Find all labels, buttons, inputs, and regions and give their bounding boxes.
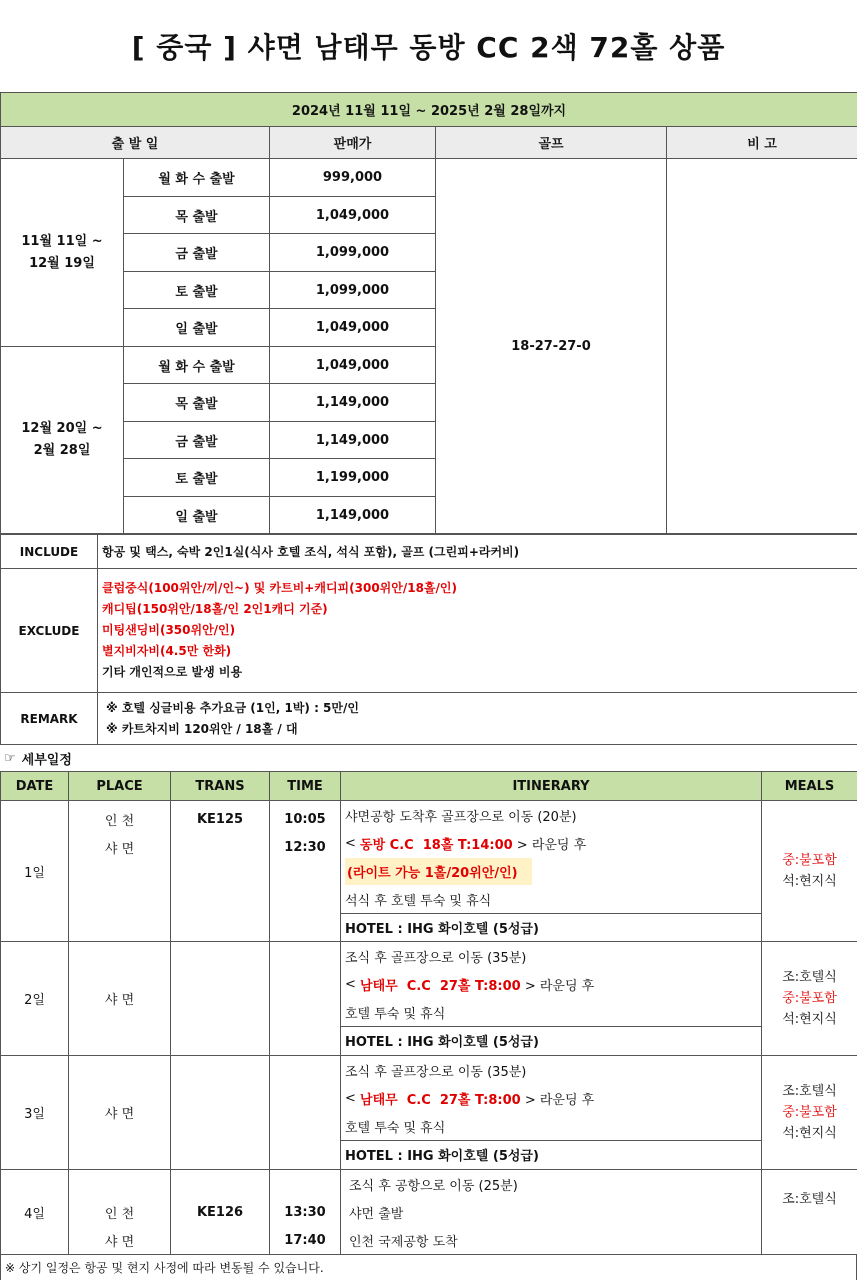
exclude-item: 캐디팁(150위안/18홀/인 2인1캐디 기준) [102, 602, 328, 616]
meal-dinner: 석:현지식 [782, 1012, 837, 1027]
day-trans [171, 801, 270, 942]
meals-header: MEALS [762, 772, 857, 801]
departure-header: 출 발 일 [1, 127, 270, 159]
exclude-list [98, 569, 857, 693]
pointing-hand-icon: ☞ [4, 750, 16, 766]
itinerary-header: ITINERARY [341, 772, 762, 801]
schedule-row-day2 [1, 942, 857, 1056]
departure-day: 목 출발 [124, 384, 270, 422]
golf-course-tee: 동방 C.C 18홀 T:14:00 [360, 837, 513, 853]
light-option: (라이트 가능 1홀/20위안/인) [345, 858, 532, 885]
include-label: INCLUDE [1, 535, 98, 569]
date-range [1, 347, 124, 534]
flight-number: KE125 [196, 811, 244, 827]
departure-day: 금 출발 [124, 234, 270, 272]
price-header: 판매가 [270, 127, 436, 159]
departure-day: 일 출발 [124, 309, 270, 347]
trans-spacer [171, 1226, 269, 1254]
price-value: 1,099,000 [270, 234, 436, 272]
itinerary-line: 호텔 투숙 및 휴식 [345, 1120, 446, 1136]
hotel-line: HOTEL : IHG 화이호텔 (5성급) [341, 913, 761, 941]
bracket-close: > 라운딩 후 [520, 1092, 595, 1108]
schedule-row-day1 [1, 801, 857, 942]
day-meals [762, 1170, 857, 1255]
bracket-close: > 라운딩 후 [520, 978, 595, 994]
page-title: [ 중국 ] 샤면 남태무 동방 CC 2색 72홀 상품 [131, 31, 726, 64]
exclude-item: 기타 개인적으로 발생 비용 [102, 665, 243, 679]
price-value: 1,049,000 [270, 309, 436, 347]
itinerary-line [341, 970, 761, 998]
place-dest: 샤 면 [104, 841, 135, 857]
itinerary-line: 인천 국제공항 도착 [349, 1234, 458, 1250]
day-itinerary [341, 942, 762, 1056]
price-table [0, 92, 857, 534]
day-meals [762, 801, 857, 942]
exclude-label: EXCLUDE [1, 569, 98, 693]
itinerary-line: 조식 후 공항으로 이동 (25분) [349, 1178, 518, 1194]
time-depart: 13:30 [284, 1204, 326, 1220]
date-range-end: 2월 28일 [33, 443, 91, 458]
day-itinerary [341, 1056, 762, 1170]
price-value: 1,199,000 [270, 459, 436, 497]
price-value: 999,000 [270, 159, 436, 197]
day-time [270, 1056, 341, 1170]
day-trans [171, 942, 270, 1056]
period-header: 2024년 11월 11일 ~ 2025년 2월 28일까지 [1, 93, 857, 127]
time-arrive: 17:40 [284, 1232, 326, 1248]
bracket-open: < [345, 835, 361, 851]
price-value: 1,149,000 [270, 422, 436, 459]
hotel-line: HOTEL : IHG 화이호텔 (5성급) [341, 1140, 761, 1168]
day-place: 샤 면 [69, 1056, 171, 1170]
footer-note: ※ 상기 일정은 항공 및 현지 사정에 따라 변동될 수 있습니다. [0, 1255, 857, 1280]
schedule-title: 세부일정 [21, 752, 72, 768]
departure-day: 월 화 수 출발 [124, 347, 270, 384]
itinerary-line [341, 1084, 761, 1112]
bracket-open: < [345, 976, 361, 992]
schedule-title-row [0, 745, 857, 771]
itinerary-line: 조식 후 골프장으로 이동 (35분) [345, 1064, 527, 1080]
meal-breakfast: 조:호텔식 [782, 1084, 837, 1099]
day-place [69, 1170, 171, 1255]
bracket-close: > 라운딩 후 [512, 837, 587, 853]
meal-breakfast: 조:호텔식 [782, 1192, 837, 1207]
day-place: 샤 면 [69, 942, 171, 1056]
meal-lunch: 중:불포함 [782, 1105, 837, 1120]
time-depart: 10:05 [284, 811, 326, 827]
trans-header: TRANS [171, 772, 270, 801]
note-header: 비 고 [667, 127, 857, 159]
date-header: DATE [1, 772, 69, 801]
golf-course-tee: 남태무 C.C 27홀 T:8:00 [360, 978, 521, 994]
include-text: 항공 및 택스, 숙박 2인1실(식사 호텔 조식, 석식 포함), 골프 (그린피+라커비) [98, 535, 857, 569]
remark-item: ※ 카트차지비 120위안 / 18홀 / 대 [106, 721, 298, 736]
day-itinerary [341, 801, 762, 942]
day-trans [171, 1170, 270, 1255]
day-time [270, 942, 341, 1056]
golf-value: 18-27-27-0 [436, 159, 667, 534]
itinerary-line [341, 857, 761, 885]
schedule-table [0, 771, 857, 1255]
day-trans [171, 1056, 270, 1170]
date-range-start: 11월 11일 ~ [21, 233, 103, 249]
flight-number: KE126 [196, 1204, 244, 1220]
day-date: 1일 [1, 801, 69, 942]
day-time [270, 801, 341, 942]
remark-list [98, 693, 857, 745]
date-range-end: 12월 19일 [29, 255, 95, 271]
departure-day: 금 출발 [124, 422, 270, 459]
departure-day: 토 출발 [124, 459, 270, 497]
meal-dinner: 석:현지식 [782, 874, 837, 889]
departure-day: 월 화 수 출발 [124, 159, 270, 197]
price-value: 1,149,000 [270, 384, 436, 422]
day-date: 2일 [1, 942, 69, 1056]
date-range-start: 12월 20일 ~ [21, 421, 103, 436]
day-place [69, 801, 171, 942]
itinerary-line: 석식 후 호텔 투숙 및 휴식 [345, 893, 492, 909]
price-value: 1,049,000 [270, 197, 436, 234]
meal-lunch: 중:불포함 [782, 991, 837, 1006]
time-header: TIME [270, 772, 341, 801]
day-meals [762, 942, 857, 1056]
bracket-open: < [345, 1090, 361, 1106]
schedule-row-day3 [1, 1056, 857, 1170]
remark-label: REMARK [1, 693, 98, 745]
meal-lunch: 중:불포함 [782, 853, 837, 868]
itinerary-line [341, 829, 761, 857]
itinerary-line: 샤면공항 도착후 골프장으로 이동 (20분) [345, 809, 577, 825]
price-row [1, 159, 857, 197]
price-value: 1,049,000 [270, 347, 436, 384]
day-time [270, 1170, 341, 1255]
price-value: 1,099,000 [270, 272, 436, 309]
golf-course-tee: 남태무 C.C 27홀 T:8:00 [360, 1092, 521, 1108]
place-origin: 인 천 [104, 813, 135, 829]
exclude-item: 미팅샌딩비(350위안/인) [102, 623, 236, 637]
itinerary-line: 조식 후 골프장으로 이동 (35분) [345, 950, 527, 966]
price-value: 1,149,000 [270, 497, 436, 534]
hotel-line: HOTEL : IHG 화이호텔 (5성급) [341, 1026, 761, 1054]
place-origin: 인 천 [104, 1206, 135, 1222]
time-arrive: 12:30 [284, 839, 326, 855]
departure-day: 목 출발 [124, 197, 270, 234]
day-date: 4일 [1, 1170, 69, 1255]
remark-item: ※ 호텔 싱글비용 추가요금 (1인, 1박) : 5만/인 [106, 700, 359, 715]
note-cell [667, 159, 857, 534]
exclude-item: 별지비자비(4.5만 한화) [102, 644, 232, 658]
exclude-item: 클럽중식(100위안/끼/인~) 및 카트비+캐디피(300위안/18홀/인) [102, 581, 457, 595]
place-header: PLACE [69, 772, 171, 801]
itinerary-line: 샤먼 출발 [349, 1206, 404, 1222]
departure-day: 일 출발 [124, 497, 270, 534]
date-range [1, 159, 124, 347]
day-itinerary [341, 1170, 762, 1255]
terms-table [0, 534, 857, 745]
day-date: 3일 [1, 1056, 69, 1170]
day-meals [762, 1056, 857, 1170]
meal-dinner: 석:현지식 [782, 1126, 837, 1141]
golf-header: 골프 [436, 127, 667, 159]
departure-day: 토 출발 [124, 272, 270, 309]
schedule-row-day4 [1, 1170, 857, 1255]
meal-breakfast: 조:호텔식 [782, 970, 837, 985]
place-dest: 샤 면 [104, 1234, 135, 1250]
itinerary-line: 호텔 투숙 및 휴식 [345, 1006, 446, 1022]
